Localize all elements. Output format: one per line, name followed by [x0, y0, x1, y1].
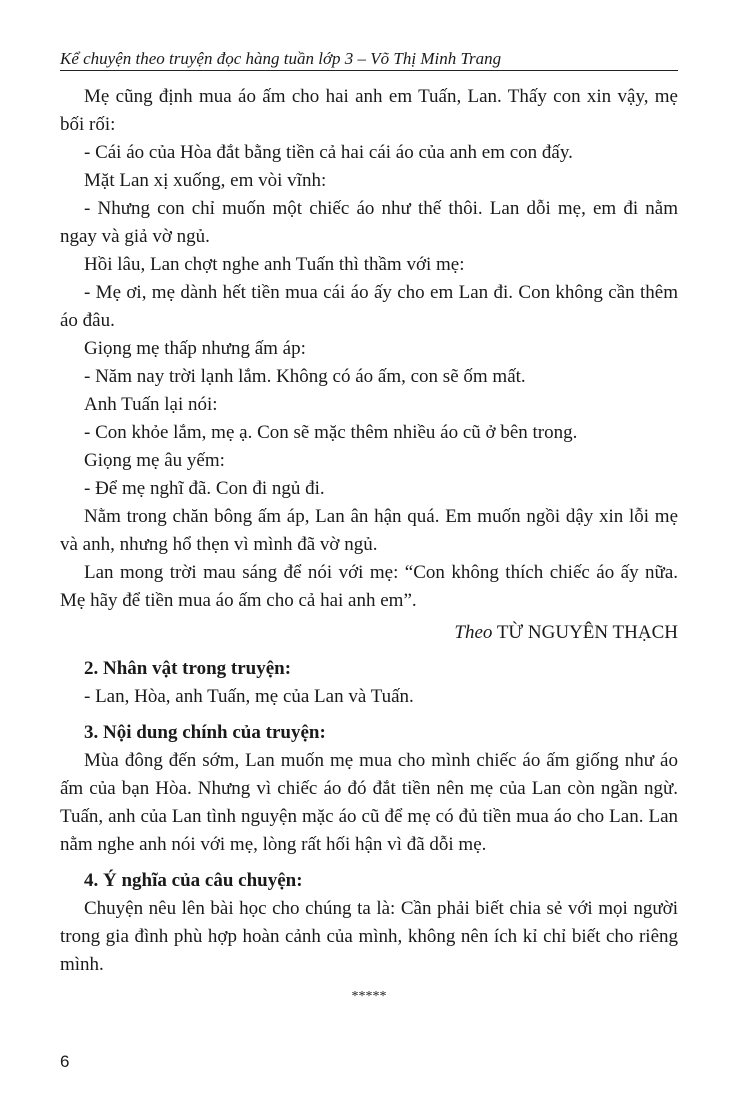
header-title: Kể chuyện theo truyện đọc hàng tuần lớp 3 – Võ Thị Minh Trang	[60, 49, 502, 68]
page-number: 6	[60, 1052, 70, 1071]
story-paragraph: Giọng mẹ thấp nhưng ấm áp:	[84, 338, 306, 359]
section-characters	[60, 655, 678, 711]
story-paragraph: Mẹ cũng định mua áo ấm cho hai anh em Tuấn, Lan. Thấy con xin vậy, mẹ bối rối:	[60, 86, 678, 135]
story-paragraph: Anh Tuấn lại nói:	[84, 394, 218, 415]
story-source	[60, 615, 678, 647]
section-separator: *****	[351, 989, 387, 1004]
story-paragraph: - Năm nay trời lạnh lắm. Không có áo ấm, con sẽ ốm mất.	[84, 366, 526, 387]
page-header	[60, 48, 678, 71]
page-content	[60, 83, 678, 1011]
section-heading: 4. Ý nghĩa của câu chuyện:	[84, 870, 303, 891]
source-prefix: Theo	[454, 622, 493, 643]
story-text	[60, 83, 678, 615]
story-paragraph: Lan mong trời mau sáng để nói với mẹ: “Con không thích chiếc áo ấy nữa. Mẹ hãy để tiền mua áo ấm cho cả hai anh em”.	[60, 562, 678, 611]
section-heading: 3. Nội dung chính của truyện:	[84, 722, 326, 743]
story-paragraph: - Mẹ ơi, mẹ dành hết tiền mua cái áo ấy cho em Lan đi. Con không cần thêm áo đâu.	[60, 282, 678, 331]
story-paragraph: - Cái áo của Hòa đắt bằng tiền cả hai cái áo của anh em con đấy.	[84, 142, 573, 163]
story-paragraph: - Để mẹ nghĩ đã. Con đi ngủ đi.	[84, 478, 325, 499]
story-paragraph: Nằm trong chăn bông ấm áp, Lan ân hận quá. Em muốn ngồi dậy xin lỗi mẹ và anh, nhưng hổ thẹn vì mình đã vờ ngủ.	[60, 506, 678, 555]
section-text: Chuyện nêu lên bài học cho chúng ta là: Cần phải biết chia sẻ với mọi người trong gia đình phù hợp hoàn cảnh của mình, không nên ích kỉ chỉ biết cho riêng mình.	[60, 898, 678, 975]
source-author: TỪ NGUYÊN THẠCH	[496, 622, 678, 643]
story-paragraph: Giọng mẹ âu yếm:	[84, 450, 225, 471]
section-text: - Lan, Hòa, anh Tuấn, mẹ của Lan và Tuấn.	[84, 686, 414, 707]
section-text: Mùa đông đến sớm, Lan muốn mẹ mua cho mình chiếc áo ấm giống như áo ấm của bạn Hòa. Nhưng vì chiếc áo đó đắt tiền nên mẹ của Lan còn ngần ngừ. Tuấn, anh của Lan tình nguyện mặc áo cũ để mẹ có đủ tiền mua áo cho Lan. Lan nằm nghe anh nói với mẹ, lòng rất hối hận vì đã dỗi mẹ.	[60, 750, 678, 855]
story-paragraph: - Nhưng con chỉ muốn một chiếc áo như thế thôi. Lan dỗi mẹ, em đi nằm ngay và giả vờ ngủ.	[60, 198, 678, 247]
story-paragraph: - Con khỏe lắm, mẹ ạ. Con sẽ mặc thêm nhiều áo cũ ở bên trong.	[84, 422, 578, 443]
story-paragraph: Hồi lâu, Lan chợt nghe anh Tuấn thì thầm với mẹ:	[84, 254, 465, 275]
section-main-content	[60, 719, 678, 859]
section-heading: 2. Nhân vật trong truyện:	[84, 658, 292, 679]
section-meaning	[60, 867, 678, 979]
story-paragraph: Mặt Lan xị xuống, em vòi vĩnh:	[84, 170, 327, 191]
